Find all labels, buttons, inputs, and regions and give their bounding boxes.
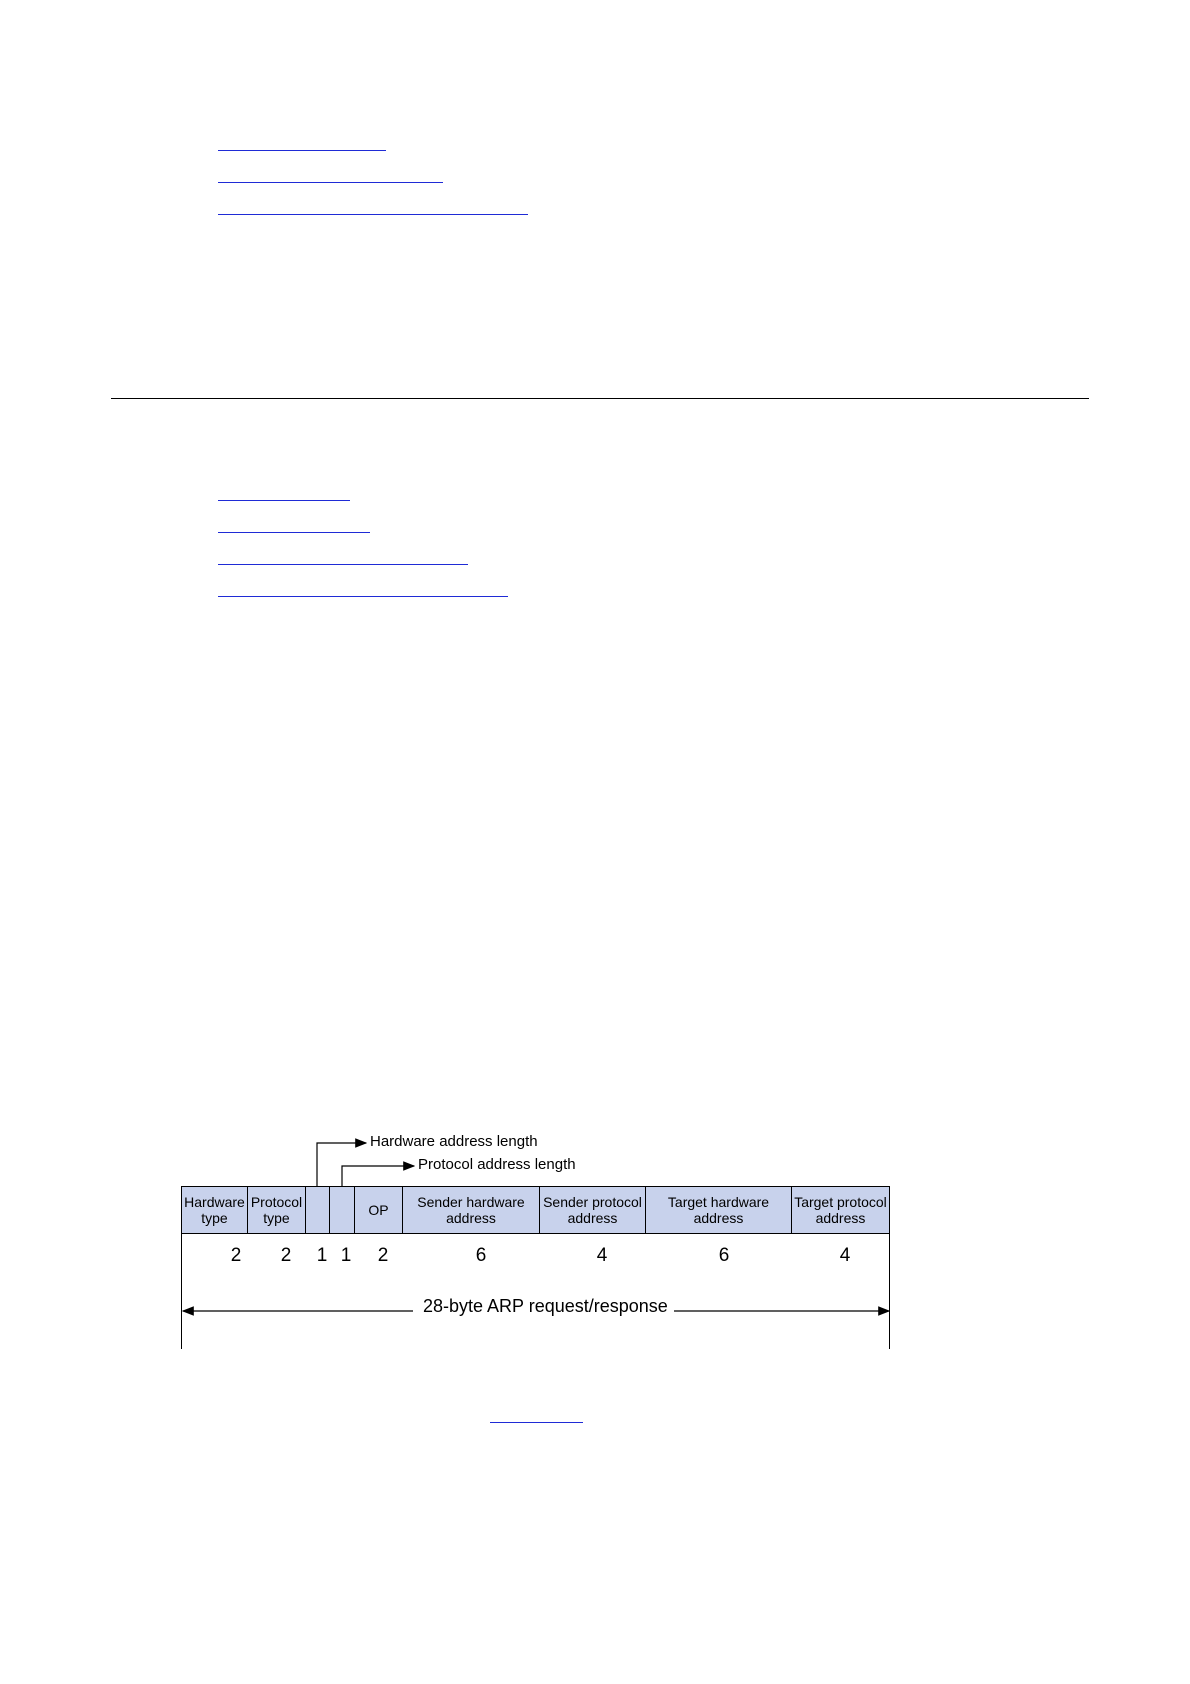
field-size: 6: [475, 1245, 487, 1266]
span-boundary-right: [889, 1234, 890, 1349]
span-boundary-left: [181, 1234, 182, 1349]
field-protocol-address-length: [330, 1186, 355, 1234]
field-label: Sender protocol address: [543, 1194, 642, 1226]
field-size: 1: [340, 1245, 352, 1266]
hardware-address-length-label: Hardware address length: [370, 1133, 538, 1150]
link-underline[interactable]: [490, 1422, 583, 1423]
field-size: 4: [839, 1245, 851, 1266]
field-size: 2: [230, 1245, 242, 1266]
field-label: Target protocol address: [794, 1194, 887, 1226]
field-label: Sender hardware address: [417, 1194, 525, 1226]
field-label: Protocol type: [250, 1194, 303, 1226]
field-label: OP: [368, 1202, 389, 1218]
field-hardware-type: [181, 1186, 248, 1234]
protocol-length-callout-line: [342, 1166, 414, 1188]
field-label: Target hardware address: [667, 1194, 770, 1226]
field-target-hardware-address: [646, 1186, 792, 1234]
field-size: 4: [596, 1245, 608, 1266]
field-size: 2: [280, 1245, 292, 1266]
field-sender-hardware-address: [403, 1186, 540, 1234]
field-size: 1: [316, 1245, 328, 1266]
field-op: [355, 1186, 403, 1234]
field-sender-protocol-address: [540, 1186, 646, 1234]
field-size: 2: [377, 1245, 389, 1266]
field-label: Hardware type: [184, 1194, 245, 1226]
protocol-address-length-label: Protocol address length: [418, 1156, 576, 1173]
field-target-protocol-address: [792, 1186, 890, 1234]
field-protocol-type: [248, 1186, 306, 1234]
field-size: 6: [718, 1245, 730, 1266]
field-hardware-address-length: [306, 1186, 330, 1234]
span-label: 28-byte ARP request/response: [417, 1296, 674, 1317]
